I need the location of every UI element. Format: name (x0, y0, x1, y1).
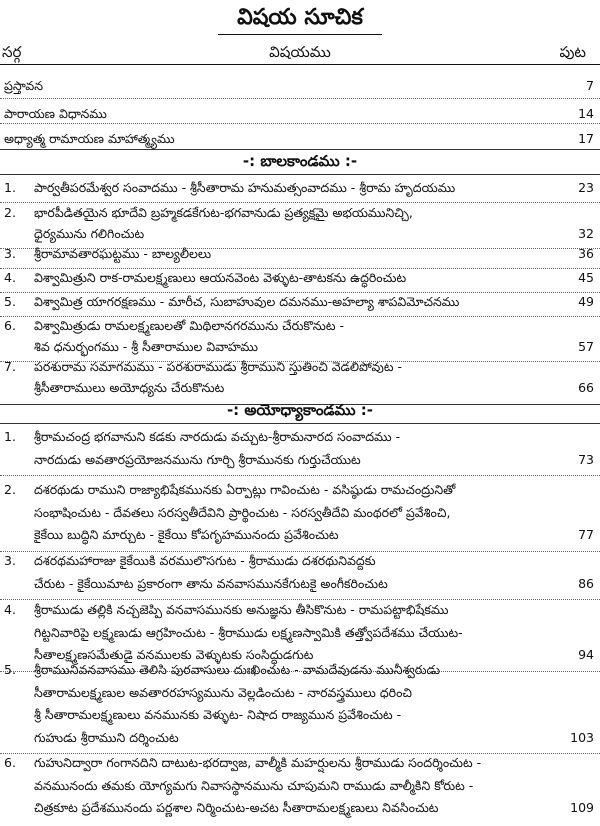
entry-page-number: 23 (578, 180, 594, 195)
chapter-number: 6. (4, 755, 16, 770)
entry-text-line: శ్రీరామావతారఘట్టము - బాల్యలీలలు (34, 246, 212, 261)
chapter-number: 2. (4, 205, 16, 220)
entry-page-number: 73 (578, 451, 594, 467)
entry-text-line: చిత్రకూట ప్రదేశమునందు పర్ణశాల నిర్మించుట-అచట సీతారామలక్ష్మణులు నివసించుట (34, 800, 439, 815)
chapter-number: 5. (4, 294, 16, 309)
entry-page-number: 32 (578, 226, 594, 241)
row-divider (0, 174, 600, 175)
section-title: -: అయోధ్యాకాండము :- (226, 401, 374, 419)
chapter-number: 1. (4, 180, 16, 195)
chapter-number: 5. (4, 662, 16, 677)
chapter-number: 3. (4, 553, 16, 568)
entry-text-line: వనమునందు తమకు యోగ్యమగు నివాసస్థానమును చూపుమని రాముడు వాల్మీకిని కోరుట - (34, 777, 474, 793)
entry-text-line: గుహుడు శ్రీరాముని దర్శించుట (34, 729, 179, 745)
row-divider (0, 292, 600, 293)
entry-text-line: సీతాలక్ష్మణసమేతుడై వనములకు వెళ్ళుటకు సంసిద్ధుడగుట (34, 647, 314, 662)
entry-text-line: విశ్వామిత్రుని రాక-రామలక్ష్మణులు ఆయనవెంట వెళ్ళుట-తాటకను ఉద్ధరించుట (34, 270, 407, 285)
entry-page-number: 86 (578, 575, 594, 591)
entry-page-number: 45 (578, 270, 594, 285)
row-divider (0, 123, 600, 124)
entry-text-line: నారదుడు అవతారప్రయోజనమును గూర్చి శ్రీరామునకు గుర్తుచేయుట (34, 451, 361, 467)
entry-page-number: 103 (570, 729, 594, 745)
title-underline (218, 34, 382, 35)
entry-text-line: శ్రీరామునివనవాసము తెలిసి పురవాసులు దుఃఖించుట - వామదేవుడను మునీశ్వరుడు (34, 662, 441, 677)
entry-text: అధ్యాత్మ రామాయణ మాహాత్మ్యము (4, 131, 175, 146)
entry-text-line: పార్వతీపరమేశ్వర సంవాదము - శ్రీసీతారామ హనుమత్సంవాదము - శ్రీరామ హృదయము (34, 180, 456, 195)
section-title: -: బాలకాండము :- (242, 152, 358, 170)
entry-text-line: చేరుట - కైకేయిమాట ప్రకారంగా తాను వనవాసమునకేగుటకై అంగీకరించుట (34, 575, 388, 591)
row-divider (0, 423, 600, 424)
entry-page-number: 14 (578, 106, 594, 121)
entry-text-line: శ్రీ సీతారామలక్ష్మణులు వనమునకు వెళ్ళుట- నిషాద రాజ్యమున ప్రవేశించుట - (34, 707, 402, 722)
row-divider (0, 149, 600, 150)
entry-page-number: 57 (578, 339, 594, 354)
chapter-number: 6. (4, 318, 16, 333)
header-rule (0, 64, 600, 65)
entry-text-line: దశరథమహారాజు కైకేయికి వరములొసగుట - శ్రీరాముడు దశరథునివద్దకు (34, 553, 376, 568)
entry-page-number: 77 (578, 527, 594, 542)
entry-page-number: 36 (578, 246, 594, 261)
row-divider (0, 316, 600, 317)
row-divider (0, 268, 600, 269)
row-divider (0, 475, 600, 476)
entry-page-number: 66 (578, 380, 594, 395)
row-divider (0, 202, 600, 203)
entry-text-line: భారపీడితయైన భూదేవి బ్రహ్మకడకేగుట-భగవానుడు ప్రత్యక్షమై అభయమునిచ్చి, (34, 205, 413, 220)
chapter-number: 4. (4, 602, 16, 617)
chapter-number: 1. (4, 429, 16, 444)
entry-text-line: గుహునిద్వారా గంగానదిని దాటుట-భరద్వాజ, వాల్మీకి మహర్షులను శ్రీరాముడు సందర్శించుట - (34, 755, 482, 770)
header-page-label: పుట (559, 43, 586, 61)
entry-text-line: శ్రీసీతారాములు అయోధ్యను చేరుకొనుట (34, 380, 225, 395)
entry-text: ప్రస్తావన (4, 78, 44, 93)
entry-text-line: కైకేయి బుద్ధిని మార్చుట - కైకేయి కోపగృహమునందు ప్రవేశించుట (34, 527, 339, 542)
entry-text: పారాయణ విధానము (4, 106, 107, 121)
chapter-number: 7. (4, 359, 16, 374)
entry-text-line: విశ్వామిత్రుడు రామలక్ష్మణులతో మిథిలానగరమును చేరుకొనుట - (34, 318, 344, 333)
row-divider (0, 98, 600, 99)
entry-page-number: 109 (570, 800, 594, 815)
chapter-number: 2. (4, 482, 16, 497)
entry-page-number: 49 (578, 294, 594, 309)
page-title: విషయ సూచిక (237, 5, 363, 30)
chapter-number: 3. (4, 246, 16, 261)
row-divider (0, 599, 600, 600)
entry-text-line: శివ ధనుర్భంగము - శ్రీ సీతారాముల వివాహము (34, 339, 258, 354)
entry-page-number: 94 (578, 647, 594, 662)
entry-text-line: దశరథుడు రాముని రాజ్యాభిషేకమునకు ఏర్పాట్లు గావించుట - వసిష్ఠుడు రామచంద్రునితో (34, 482, 456, 497)
entry-text-line: సీతారామలక్ష్మణుల అవతారరహస్యమును వెల్లడించుట - నారవస్త్రములు ధరించి (34, 684, 413, 700)
row-divider (0, 551, 600, 552)
entry-text-line: పరశురామ సమాగమము - పరశురాముడు శ్రీరాముని స్తుతించి వెడలిపోవుట - (34, 359, 402, 374)
entry-text-line: శ్రీరాముడు తల్లికి నచ్చజెప్పి వనవాసమునకు అనుజ్ఞను తీసికొనుట - రామపట్టాభిషేకము (34, 602, 449, 617)
entry-page-number: 7 (586, 78, 594, 93)
entry-text-line: విశ్వామిత్ర యాగరక్షణము - మారీచ, సుబాహువుల దమనము-అహల్యా శాపవిమోచనము (34, 294, 460, 309)
entry-text-line: శ్రీరామచంద్ర భగవానుని కడకు నారదుడు వచ్చుట-శ్రీరామనారద సంవాదము - (34, 429, 401, 444)
entry-text-line: గిట్టనివారిపై లక్ష్మణుడు ఆగ్రహించుట - శ్రీరాముడు లక్ష్మణస్వామికి తత్త్వోపదేశము చేయుట- (34, 624, 463, 640)
entry-text-line: ధైర్యమును గలిగించుట (34, 226, 145, 241)
chapter-number: 4. (4, 270, 16, 285)
entry-text-line: సంభాషించుట - దేవతలు సరస్వతీదేవిని ప్రార్థించుట - సరస్వతీదేవి మంథరలో ప్రవేశించి, (34, 504, 451, 520)
header-subject-label: విషయము (269, 43, 331, 61)
row-divider (0, 753, 600, 754)
entry-page-number: 17 (578, 131, 594, 146)
header-chapter-label: సర్గ (2, 43, 22, 61)
